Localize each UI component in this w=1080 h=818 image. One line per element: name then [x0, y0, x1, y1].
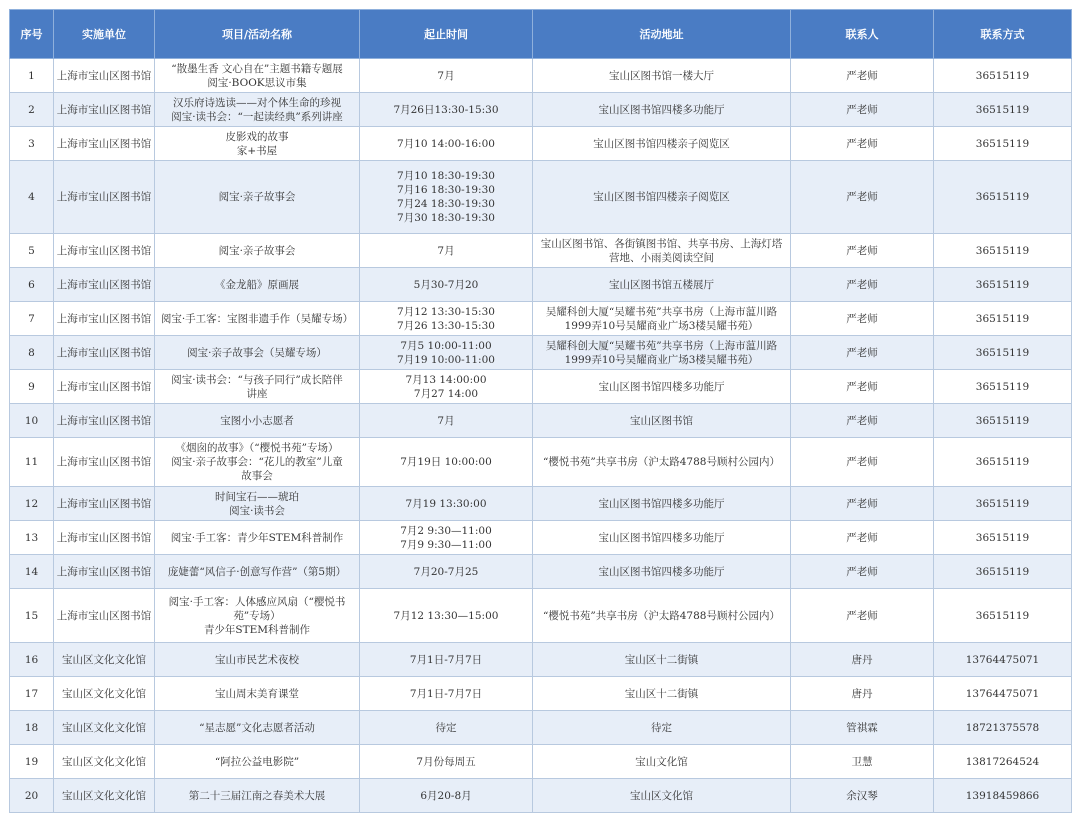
cell-location-line: 宝山区图书馆一楼大厅: [609, 69, 714, 82]
cell-location: [533, 59, 791, 93]
cell-activity-name: [155, 555, 360, 589]
cell-serial-number: 19: [10, 745, 54, 779]
cell-contact-phone: 36515119: [934, 302, 1072, 336]
cell-contact-person: 严老师: [791, 336, 934, 370]
cell-location-line: 宝山文化馆: [635, 755, 688, 768]
cell-time-range-line: 7月2 9:30—11:00: [400, 524, 492, 537]
table-row: [10, 745, 1072, 779]
cell-location: [533, 711, 791, 745]
cell-activity-name-line: 讲座: [246, 387, 268, 400]
cell-contact-person: 严老师: [791, 521, 934, 555]
cell-organizer: 上海市宝山区图书馆: [54, 302, 155, 336]
cell-time-range-line: 7月13 14:00:00: [405, 373, 487, 386]
cell-activity-name: [155, 302, 360, 336]
cell-activity-name-line: 阅宝·亲子故事会：“花儿的教室”儿童: [171, 456, 343, 468]
cell-time-range-line: 7月24 18:30-19:30: [397, 198, 495, 210]
cell-location: [533, 677, 791, 711]
table-row: [10, 521, 1072, 555]
cell-contact-person: 卫慧: [791, 745, 934, 779]
cell-activity-name-line: 苑”专场）: [233, 609, 281, 622]
cell-time-range: [360, 336, 533, 370]
cell-activity-name: [155, 711, 360, 745]
cell-location-line: 宝山区图书馆五楼展厅: [609, 278, 714, 291]
cell-location-line: 宝山区图书馆四楼亲子阅览区: [593, 191, 730, 203]
cell-serial-number: 8: [10, 336, 54, 370]
cell-time-range: [360, 487, 533, 521]
cell-serial-number: 20: [10, 779, 54, 813]
cell-serial-number: 16: [10, 643, 54, 677]
cell-location-line: 1999弄10号吴耀商业广场3楼吴耀书苑）: [564, 353, 759, 366]
cell-activity-name-line: 阅宝·BOOK思议市集: [207, 76, 307, 89]
cell-contact-person: 严老师: [791, 555, 934, 589]
cell-serial-number: 13: [10, 521, 54, 555]
table-row: [10, 404, 1072, 438]
cell-activity-name-line: 宝山市民艺术夜校: [215, 653, 299, 666]
cell-time-range: [360, 745, 533, 779]
cell-location: [533, 779, 791, 813]
cell-location: [533, 643, 791, 677]
cell-location-line: 宝山区十二街镇: [624, 687, 699, 700]
cell-serial-number: 6: [10, 268, 54, 302]
table-row: [10, 589, 1072, 643]
cell-contact-phone: 36515119: [934, 336, 1072, 370]
cell-activity-name-line: 《烟囱的故事》（“樱悦书苑”专场）: [175, 442, 339, 454]
cell-activity-name-line: 第二十三届江南之春美术大展: [188, 789, 326, 802]
cell-time-range: [360, 127, 533, 161]
cell-time-range-line: 7月5 10:00-11:00: [400, 339, 492, 352]
cell-organizer: 上海市宝山区图书馆: [54, 336, 155, 370]
activity-table-container: [9, 9, 1071, 813]
cell-time-range: [360, 589, 533, 643]
cell-location: [533, 521, 791, 555]
cell-activity-name: [155, 234, 360, 268]
cell-location-line: 宝山区图书馆、各街镇图书馆、共享书房、上海灯塔: [540, 237, 783, 250]
cell-time-range-line: 7月10 14:00-16:00: [397, 137, 495, 150]
cell-activity-name: [155, 161, 360, 234]
cell-time-range-line: 5月30-7月20: [413, 278, 479, 291]
table-row: [10, 93, 1072, 127]
cell-location-line: 宝山区十二街镇: [624, 653, 699, 666]
cell-contact-phone: 36515119: [934, 268, 1072, 302]
cell-contact-phone: 36515119: [934, 59, 1072, 93]
cell-activity-name-line: 皮影戏的故事: [225, 130, 289, 143]
cell-organizer: 上海市宝山区图书馆: [54, 234, 155, 268]
table-row: [10, 779, 1072, 813]
table-row: [10, 677, 1072, 711]
cell-contact-person: 管祺霖: [791, 711, 934, 745]
table-row: [10, 643, 1072, 677]
cell-time-range-line: 7月9 9:30—11:00: [400, 538, 492, 551]
cell-serial-number: 11: [10, 438, 54, 487]
cell-location-line: 宝山区图书馆四楼多功能厅: [598, 497, 725, 510]
cell-organizer: 上海市宝山区图书馆: [54, 370, 155, 404]
cell-location: [533, 370, 791, 404]
cell-serial-number: 12: [10, 487, 54, 521]
cell-time-range-line: 7月1日-7月7日: [409, 687, 483, 700]
cell-activity-name-line: “散墨生香 文心自在”主题书籍专题展: [171, 62, 343, 75]
header-contact-phone: 联系方式: [934, 10, 1072, 59]
cell-activity-name: [155, 336, 360, 370]
cell-organizer: 上海市宝山区图书馆: [54, 404, 155, 438]
cell-time-range-line: 7月: [437, 244, 455, 257]
cell-contact-person: 唐丹: [791, 643, 934, 677]
cell-contact-person: 严老师: [791, 93, 934, 127]
cell-time-range-line: 7月16 18:30-19:30: [397, 184, 495, 196]
cell-contact-person: 严老师: [791, 370, 934, 404]
cell-time-range: [360, 779, 533, 813]
cell-activity-name-line: 宝图小小志愿者: [220, 414, 294, 427]
cell-time-range-line: 6月20-8月: [420, 789, 472, 802]
cell-organizer: 宝山区文化文化馆: [54, 677, 155, 711]
cell-contact-phone: 36515119: [934, 521, 1072, 555]
cell-location-line: 吴耀科创大厦“吴耀书苑”共享书房（上海市蕰川路: [545, 305, 778, 318]
cell-time-range-line: 7月份每周五: [416, 755, 476, 768]
cell-serial-number: 2: [10, 93, 54, 127]
cell-location-line: 吴耀科创大厦“吴耀书苑”共享书房（上海市蕰川路: [545, 339, 778, 352]
cell-location: [533, 302, 791, 336]
cell-time-range: [360, 161, 533, 234]
cell-time-range: [360, 555, 533, 589]
cell-contact-person: 严老师: [791, 59, 934, 93]
cell-activity-name: [155, 487, 360, 521]
cell-activity-name-line: 家+书屋: [236, 144, 278, 157]
cell-serial-number: 5: [10, 234, 54, 268]
cell-location: [533, 161, 791, 234]
cell-contact-person: 余汉琴: [791, 779, 934, 813]
cell-activity-name: [155, 643, 360, 677]
table-row: [10, 555, 1072, 589]
cell-location: [533, 234, 791, 268]
table-row: [10, 370, 1072, 404]
cell-organizer: 上海市宝山区图书馆: [54, 161, 155, 234]
cell-serial-number: 17: [10, 677, 54, 711]
cell-location-line: “樱悦书苑”共享书房（沪太路4788号顾村公园内）: [543, 609, 780, 622]
table-row: [10, 711, 1072, 745]
cell-contact-person: 唐丹: [791, 677, 934, 711]
cell-activity-name-line: 阅宝·亲子故事会（吴耀专场）: [187, 346, 327, 359]
cell-activity-name: [155, 59, 360, 93]
header-serial-number: 序号: [10, 10, 54, 59]
cell-time-range-line: 7月12 13:30-15:30: [397, 305, 495, 318]
cell-location-line: 1999弄10号吴耀商业广场3楼吴耀书苑）: [564, 319, 759, 332]
cell-organizer: 上海市宝山区图书馆: [54, 268, 155, 302]
cell-activity-name-line: 阅宝·亲子故事会: [218, 191, 296, 203]
cell-activity-name-line: “星志愿”文化志愿者活动: [199, 721, 315, 734]
cell-contact-phone: 36515119: [934, 438, 1072, 487]
cell-contact-phone: 13817264524: [934, 745, 1072, 779]
cell-activity-name: [155, 677, 360, 711]
cell-location-line: 宝山区图书馆: [630, 414, 693, 427]
table-row: [10, 161, 1072, 234]
cell-location: [533, 745, 791, 779]
cell-activity-name: [155, 370, 360, 404]
cell-contact-phone: 36515119: [934, 127, 1072, 161]
cell-contact-phone: 36515119: [934, 234, 1072, 268]
cell-activity-name-line: 阅宝·手工客：宝图非遗手作（吴耀专场）: [160, 312, 354, 325]
cell-time-range: [360, 93, 533, 127]
table-body: [10, 59, 1072, 813]
cell-activity-name-line: 阅宝·读书会：“与孩子同行”成长陪伴: [171, 373, 343, 386]
cell-activity-name: [155, 589, 360, 643]
cell-serial-number: 18: [10, 711, 54, 745]
cell-serial-number: 9: [10, 370, 54, 404]
cell-location: [533, 93, 791, 127]
cell-location-line: “樱悦书苑”共享书房（沪太路4788号顾村公园内）: [543, 456, 780, 468]
header-contact-person: 联系人: [791, 10, 934, 59]
cell-contact-person: 严老师: [791, 161, 934, 234]
cell-location: [533, 336, 791, 370]
cell-contact-phone: 36515119: [934, 589, 1072, 643]
cell-contact-phone: 36515119: [934, 370, 1072, 404]
cell-activity-name-line: 阅宝·亲子故事会: [218, 244, 296, 257]
cell-organizer: 宝山区文化文化馆: [54, 643, 155, 677]
activity-table: [9, 9, 1072, 813]
cell-time-range-line: 7月19 13:30:00: [405, 497, 487, 510]
cell-time-range: [360, 234, 533, 268]
cell-location-line: 宝山区图书馆四楼多功能厅: [598, 380, 725, 393]
table-header-row: [10, 10, 1072, 59]
table-row: [10, 487, 1072, 521]
cell-organizer: 宝山区文化文化馆: [54, 745, 155, 779]
cell-serial-number: 4: [10, 161, 54, 234]
cell-location: [533, 589, 791, 643]
cell-activity-name: [155, 779, 360, 813]
cell-contact-phone: 18721375578: [934, 711, 1072, 745]
cell-contact-person: 严老师: [791, 302, 934, 336]
table-row: [10, 59, 1072, 93]
cell-contact-phone: 13918459866: [934, 779, 1072, 813]
cell-time-range-line: 7月27 14:00: [413, 387, 479, 400]
cell-activity-name-line: 时间宝石——琥珀: [215, 490, 299, 503]
cell-serial-number: 14: [10, 555, 54, 589]
cell-activity-name: [155, 404, 360, 438]
cell-location: [533, 438, 791, 487]
table-row: [10, 438, 1072, 487]
cell-location-line: 宝山区图书馆四楼多功能厅: [598, 531, 725, 544]
cell-organizer: 上海市宝山区图书馆: [54, 555, 155, 589]
cell-activity-name-line: 阅宝·手工客：青少年STEM科普制作: [170, 531, 344, 544]
cell-organizer: 上海市宝山区图书馆: [54, 59, 155, 93]
table-row: [10, 302, 1072, 336]
cell-contact-phone: 36515119: [934, 93, 1072, 127]
cell-contact-person: 严老师: [791, 487, 934, 521]
cell-time-range: [360, 643, 533, 677]
cell-serial-number: 7: [10, 302, 54, 336]
table-row: [10, 127, 1072, 161]
cell-time-range: [360, 268, 533, 302]
cell-location-line: 宝山区图书馆四楼亲子阅览区: [593, 137, 730, 150]
cell-activity-name-line: 宝山周末美育课堂: [215, 687, 299, 700]
cell-activity-name-line: 阅宝·手工客：人体感应风扇（“樱悦书: [168, 595, 346, 608]
cell-time-range-line: 7月: [437, 414, 455, 427]
cell-contact-person: 严老师: [791, 127, 934, 161]
cell-contact-person: 严老师: [791, 234, 934, 268]
cell-location-line: 宝山区文化馆: [630, 789, 693, 802]
cell-activity-name-line: 故事会: [241, 470, 273, 482]
cell-organizer: 上海市宝山区图书馆: [54, 521, 155, 555]
table-row: [10, 336, 1072, 370]
cell-time-range-line: 7月20-7月25: [413, 565, 479, 578]
cell-location: [533, 487, 791, 521]
cell-location: [533, 268, 791, 302]
cell-serial-number: 1: [10, 59, 54, 93]
cell-activity-name-line: 阅宝·读书会：“一起读经典”系列讲座: [171, 110, 343, 123]
cell-organizer: 上海市宝山区图书馆: [54, 93, 155, 127]
cell-time-range: [360, 438, 533, 487]
cell-activity-name-line: 汉乐府诗选读——对个体生命的珍视: [173, 96, 341, 109]
cell-organizer: 宝山区文化文化馆: [54, 711, 155, 745]
cell-time-range-line: 7月26 13:30-15:30: [397, 319, 495, 332]
cell-activity-name-line: 阅宝·读书会: [229, 504, 285, 517]
cell-activity-name: [155, 438, 360, 487]
cell-location-line: 宝山区图书馆四楼多功能厅: [598, 103, 725, 116]
cell-time-range: [360, 521, 533, 555]
table-row: [10, 268, 1072, 302]
cell-location-line: 待定: [651, 721, 672, 734]
cell-activity-name: [155, 127, 360, 161]
cell-time-range: [360, 302, 533, 336]
cell-contact-phone: 13764475071: [934, 677, 1072, 711]
cell-time-range: [360, 59, 533, 93]
cell-location-line: 营地、小雨美阅读空间: [609, 251, 714, 264]
cell-time-range-line: 7月1日-7月7日: [409, 653, 483, 666]
cell-organizer: 上海市宝山区图书馆: [54, 438, 155, 487]
cell-time-range: [360, 711, 533, 745]
cell-time-range-line: 待定: [435, 721, 457, 734]
cell-contact-phone: 36515119: [934, 555, 1072, 589]
cell-organizer: 上海市宝山区图书馆: [54, 127, 155, 161]
cell-time-range: [360, 370, 533, 404]
cell-contact-person: 严老师: [791, 268, 934, 302]
cell-organizer: 上海市宝山区图书馆: [54, 487, 155, 521]
cell-activity-name-line: 青少年STEM科普制作: [203, 623, 311, 636]
cell-location: [533, 555, 791, 589]
cell-location: [533, 404, 791, 438]
header-time-range: 起止时间: [360, 10, 533, 59]
cell-serial-number: 15: [10, 589, 54, 643]
cell-location: [533, 127, 791, 161]
cell-location-line: 宝山区图书馆四楼多功能厅: [598, 565, 725, 578]
cell-time-range-line: 7月30 18:30-19:30: [397, 212, 495, 224]
cell-activity-name: [155, 93, 360, 127]
table-row: [10, 234, 1072, 268]
cell-organizer: 宝山区文化文化馆: [54, 779, 155, 813]
cell-contact-phone: 36515119: [934, 404, 1072, 438]
cell-time-range-line: 7月26日13:30-15:30: [393, 103, 499, 116]
cell-activity-name: [155, 521, 360, 555]
cell-time-range: [360, 677, 533, 711]
cell-contact-person: 严老师: [791, 589, 934, 643]
cell-time-range-line: 7月19日 10:00:00: [400, 456, 492, 468]
cell-activity-name-line: “阿拉公益电影院”: [214, 755, 300, 768]
cell-activity-name: [155, 745, 360, 779]
cell-time-range-line: 7月12 13:30—15:00: [393, 609, 499, 622]
cell-activity-name-line: 《金龙船》原画展: [215, 278, 299, 291]
cell-contact-phone: 13764475071: [934, 643, 1072, 677]
cell-time-range-line: 7月: [437, 69, 455, 82]
cell-activity-name: [155, 268, 360, 302]
cell-contact-phone: 36515119: [934, 487, 1072, 521]
cell-time-range-line: 7月19 10:00-11:00: [397, 353, 495, 366]
cell-activity-name-line: 庞婕蕾“风信子·创意写作营”（第5期）: [167, 565, 347, 578]
cell-time-range-line: 7月10 18:30-19:30: [397, 170, 495, 182]
cell-contact-person: 严老师: [791, 438, 934, 487]
cell-organizer: 上海市宝山区图书馆: [54, 589, 155, 643]
cell-contact-person: 严老师: [791, 404, 934, 438]
cell-time-range: [360, 404, 533, 438]
cell-serial-number: 10: [10, 404, 54, 438]
header-activity-name: 项目/活动名称: [155, 10, 360, 59]
header-location: 活动地址: [533, 10, 791, 59]
header-organizer: 实施单位: [54, 10, 155, 59]
cell-contact-phone: 36515119: [934, 161, 1072, 234]
cell-serial-number: 3: [10, 127, 54, 161]
